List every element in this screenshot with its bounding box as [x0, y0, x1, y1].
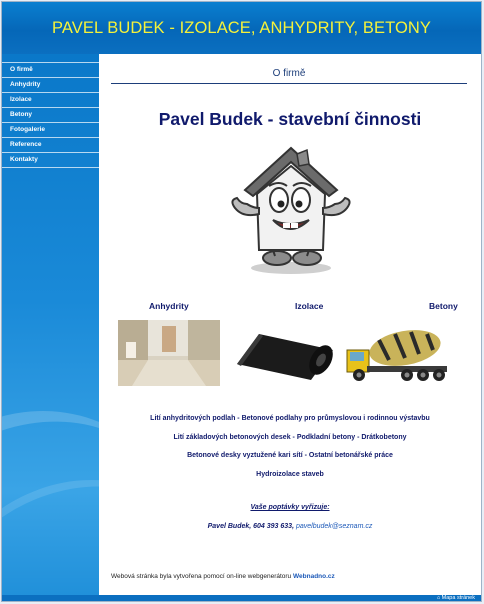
sidebar-item-o-firme[interactable]: O firmě [2, 62, 99, 77]
sidebar-item-reference[interactable]: Reference [2, 137, 99, 152]
sidebar-item-kontakty[interactable]: Kontakty [2, 152, 99, 168]
sidebar-nav [2, 62, 99, 168]
service-line-3: Betonové desky vyztužené kari sítí - Ostatní betonářské práce [187, 452, 393, 459]
sitemap-link[interactable] [437, 595, 475, 601]
service-line-1: Lití anhydritových podlah - Betonové podlahy pro průmyslovou i rodinnou výstavbu [150, 415, 430, 422]
contact-line [99, 523, 481, 530]
sitemap-label: Mapa stránek [441, 595, 475, 601]
bottom-bar [2, 595, 481, 601]
column-label-betony: Betony [429, 301, 458, 311]
sidebar-item-izolace[interactable]: Izolace [2, 92, 99, 107]
sitemap-icon: ⌂ [436, 595, 442, 601]
main-content [99, 54, 481, 601]
sidebar-item-fotogalerie[interactable]: Fotogalerie [2, 122, 99, 137]
izolace-membrane-photo [233, 320, 335, 386]
contact-email-link[interactable]: pavelbudek@seznam.cz [295, 523, 373, 530]
sidebar-item-anhydrity[interactable]: Anhydrity [2, 77, 99, 92]
page-headline: Pavel Budek - stavební činnosti [158, 109, 422, 129]
footer-note [111, 573, 335, 580]
betony-mixer-truck-photo [343, 320, 453, 386]
column-label-anhydrity: Anhydrity [149, 301, 189, 311]
column-label-izolace: Izolace [295, 301, 324, 311]
service-line-4: Hydroizolace staveb [256, 471, 324, 478]
sidebar [2, 54, 99, 601]
generator-link[interactable]: Webnadno.cz [293, 573, 335, 580]
site-title: PAVEL BUDEK - IZOLACE, ANHYDRITY, BETONY [51, 19, 432, 37]
anhydrity-floor-photo [118, 320, 220, 386]
footer-note-text: Webová stránka byla vytvořena pomocí on-line webgenerátoru [111, 573, 292, 580]
contact-heading: Vaše poptávky vyřizuje: [250, 504, 330, 511]
browser-page [1, 1, 482, 602]
contact-name-phone: Pavel Budek, 604 393 633, [207, 523, 295, 530]
site-header [2, 2, 481, 54]
house-mascot-image [217, 138, 363, 278]
service-line-2: Lití základových betonových desek - Podkladní betony - Drátkobetony [173, 434, 407, 441]
section-title: O firmě [111, 68, 467, 84]
sidebar-item-betony[interactable]: Betony [2, 107, 99, 122]
